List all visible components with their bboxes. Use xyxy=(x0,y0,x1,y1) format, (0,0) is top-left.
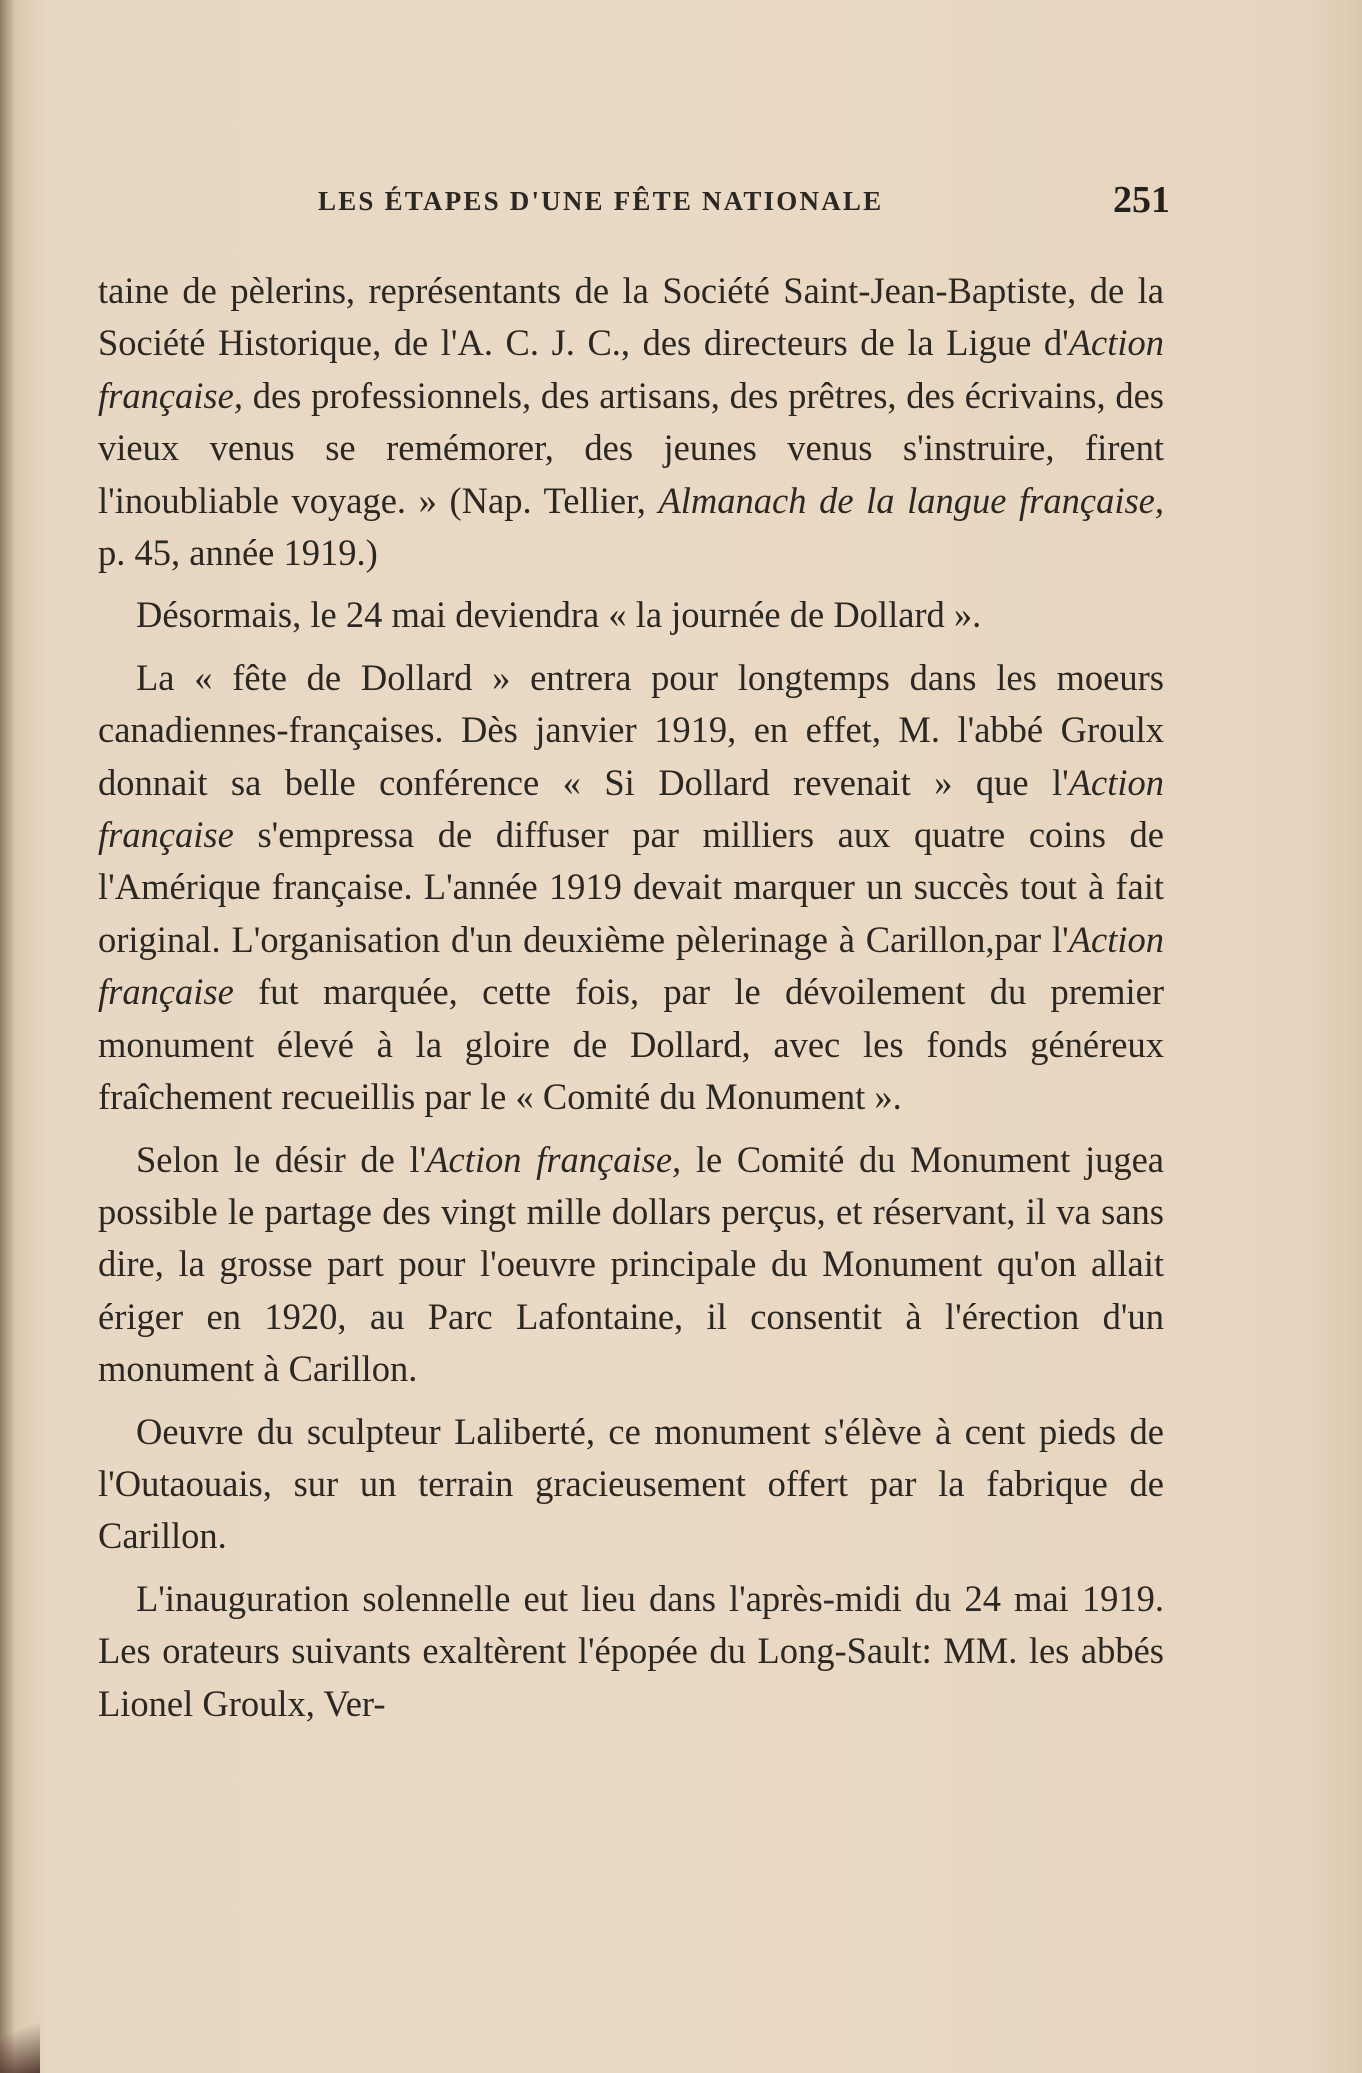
text-run: des professionnels, des artisans, des prêtres, des écrivains, des vieux venus se remémorer, des jeunes venus s'instruire, firent l'inoubliable voyage. » (Nap. Tellier, xyxy=(98,374,1164,521)
text-run: s'empressa de diffuser par milliers aux quatre coins de l'Amérique française. L'année 1919 devait marquer un succès tout à fait original. L'organisation d'un deuxième pèlerinage à Carillon,par l' xyxy=(98,814,1164,960)
text-run: taine de pèlerins, représentants de la Société Saint-Jean-Baptiste, de la Société Historique, de l'A. C. J. C., des directeurs de la Ligue d' xyxy=(98,270,1164,364)
running-title: LES ÉTAPES D'UNE FÊTE NATIONALE xyxy=(318,186,884,216)
text-run: Selon le désir de l' xyxy=(136,1138,427,1180)
text-run: le Comité du Monument jugea possible le partage des vingt mille dollars perçus, et réservant, il va sans dire, la grosse part pour l'oeuvre principale du Monument qu'on allait ériger en 1920, au Parc Lafontaine, il consentit à l'érection d'un monument à Carillon. xyxy=(98,1138,1164,1390)
text-run: p. 45, année 1919.) xyxy=(98,532,378,574)
italic-text: Action française xyxy=(98,761,1164,856)
text-run: fut marquée, cette fois, par le dévoilement du premier monument élevé à la gloire de Dollard, avec les fonds généreux fraîchement recueillis par le « Comité du Monument ». xyxy=(98,971,1164,1118)
paragraph xyxy=(98,265,1164,579)
text-run: L'inauguration solennelle eut lieu dans l'après-midi du 24 mai 1919. Les orateurs suivants exaltèrent l'épopée du Long-Sault: MM. les abbés Lionel Groulx, Ver- xyxy=(98,1577,1164,1724)
italic-text: Action française, xyxy=(426,1138,682,1180)
italic-text: Action française, xyxy=(98,322,1164,416)
paragraph xyxy=(98,1573,1164,1730)
italic-text: Action française xyxy=(98,918,1164,1013)
page-gutter xyxy=(0,0,14,2073)
text-run: La « fête de Dollard » entrera pour longtemps dans les moeurs canadiennes-françaises. Dès janvier 1919, en effet, M. l'abbé Groulx donnait sa belle conférence « Si Dollard revenait » que l' xyxy=(98,656,1164,803)
body-text xyxy=(98,265,1164,1740)
paragraph xyxy=(98,589,1164,641)
text-run: Désormais, le 24 mai deviendra « la journée de Dollard ». xyxy=(136,594,982,636)
paragraph xyxy=(98,1406,1164,1563)
running-header xyxy=(310,178,1170,230)
italic-text: Almanach de la langue française, xyxy=(658,479,1164,521)
page-number: 251 xyxy=(1113,179,1170,221)
text-run: Oeuvre du sculpteur Laliberté, ce monument s'élève à cent pieds de l'Outaouais, sur un terrain gracieusement offert par la fabrique de Carillon. xyxy=(98,1410,1164,1557)
paragraph xyxy=(98,652,1164,1124)
page-corner-shadow xyxy=(0,2013,40,2073)
paragraph xyxy=(98,1134,1164,1396)
